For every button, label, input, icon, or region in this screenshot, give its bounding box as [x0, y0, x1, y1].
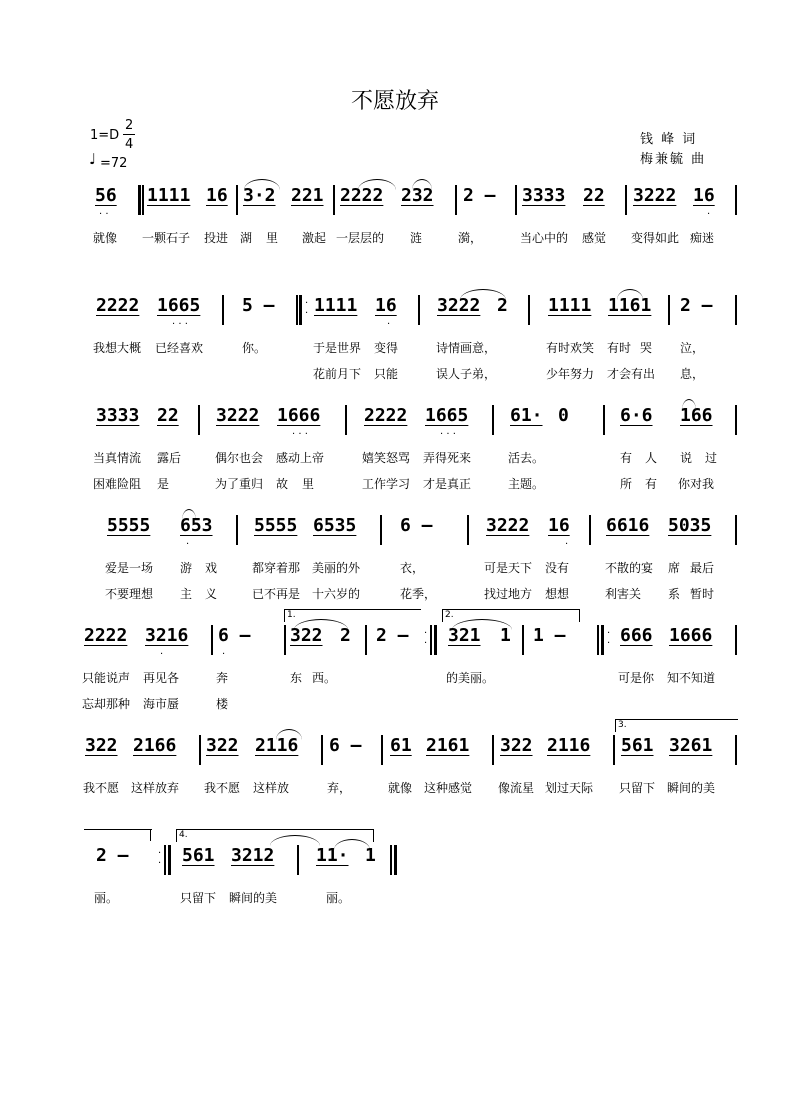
note-group: 232: [401, 185, 434, 206]
barline: [528, 295, 530, 325]
octave-dots: ·: [160, 649, 164, 660]
lyric-verse2: 花季，: [400, 587, 437, 601]
lyric: 席: [668, 561, 681, 575]
note-group: 2222: [340, 185, 384, 206]
note-group: 3·2: [243, 185, 276, 206]
note-group: 3216: [145, 625, 189, 646]
barline: [668, 295, 670, 325]
repeat-dots: · ·: [424, 628, 428, 649]
barline: [380, 515, 382, 545]
note-group: 3261: [669, 735, 713, 756]
lyric: 一层层的: [336, 231, 385, 245]
lyric: 有时欢笑: [546, 341, 595, 355]
lyric: 我想大概: [93, 341, 142, 355]
lyric: 奔: [216, 671, 229, 685]
lyric-verse2: 主题。: [508, 477, 545, 491]
repeat-start-barline: [601, 625, 604, 655]
note-group: 1665: [425, 405, 469, 426]
lyric: 我不愿: [83, 781, 120, 795]
note-group: 2116: [547, 735, 591, 756]
note-group: 3222: [437, 295, 481, 316]
note-group: 1: [365, 845, 376, 866]
note-group: 22: [583, 185, 605, 206]
volta-continuation: [84, 829, 152, 842]
note-group: 1666: [669, 625, 713, 646]
lyric-verse2: 为了重归: [215, 477, 264, 491]
lyric: 活去。: [508, 451, 545, 465]
lyric: 湖: [240, 231, 253, 245]
lyric: 我不愿: [204, 781, 241, 795]
octave-dots: ·: [222, 649, 226, 660]
lyric-verse2: 只能: [374, 367, 399, 381]
barline: [735, 515, 737, 545]
lyric: 你。: [242, 341, 267, 355]
lyric: 弄得死来: [423, 451, 472, 465]
volta-2-label: 2.: [445, 610, 454, 620]
note-group: 5035: [668, 515, 712, 536]
barline: [735, 625, 737, 655]
note-group: 561: [621, 735, 654, 756]
lyric: 感动上帝: [276, 451, 325, 465]
volta-3-label: 3.: [618, 720, 627, 730]
lyric: 感觉: [582, 231, 607, 245]
lyric: 像流星: [498, 781, 535, 795]
key-signature: 1=D: [90, 128, 120, 143]
lyric: 就像: [93, 231, 118, 245]
final-barline: [390, 845, 392, 875]
barline: [597, 625, 599, 655]
lyric: 投进: [204, 231, 229, 245]
note-group: 653: [180, 515, 213, 536]
time-signature-bottom: 4: [125, 137, 134, 152]
lyric: 爱是一场: [105, 561, 154, 575]
repeat-dots: · ·: [158, 848, 162, 869]
note-group: 61: [390, 735, 412, 756]
lyric-verse2: 忘却那种: [82, 697, 131, 711]
note-group: 221: [291, 185, 324, 206]
note-group: 322: [206, 735, 239, 756]
note-group: 3333: [96, 405, 140, 426]
lyric-verse2: 困难险阻: [93, 477, 142, 491]
lyric: 有时: [607, 341, 632, 355]
lyric: 泣，: [680, 341, 705, 355]
barline: [515, 185, 517, 215]
lyric: 偶尔也会: [215, 451, 264, 465]
tempo-note-icon: ♩: [89, 150, 97, 168]
barline: [735, 405, 737, 435]
note-group: 56: [95, 185, 117, 206]
note-group: 5555: [107, 515, 151, 536]
note-group: 61·: [510, 405, 543, 426]
volta-3: [615, 719, 738, 732]
barline: [345, 405, 347, 435]
lyric: 西。: [312, 671, 337, 685]
lyric-verse2: 工作学习: [362, 477, 411, 491]
lyric-verse2: 故: [276, 477, 289, 491]
time-signature-top: 2: [125, 118, 134, 133]
lyric-verse2: 你对我: [678, 477, 715, 491]
repeat-end-barline: [430, 625, 432, 655]
lyric: 的美丽。: [446, 671, 495, 685]
lyric: 只留下: [619, 781, 656, 795]
lyric: 丽。: [94, 891, 119, 905]
note-group: 1 –: [533, 625, 566, 646]
note-group: 322: [500, 735, 533, 756]
score-system-3: [0, 405, 790, 525]
lyric-verse2: 才是真正: [423, 477, 472, 491]
lyric: 过: [705, 451, 718, 465]
octave-dots: ·: [387, 319, 391, 330]
note-group: 3333: [522, 185, 566, 206]
barline: [321, 735, 323, 765]
lyric: 已经喜欢: [155, 341, 204, 355]
note-group: 6 –: [400, 515, 433, 536]
note-group: 11·: [316, 845, 349, 866]
barline: [735, 295, 737, 325]
barline: [236, 515, 238, 545]
lyric: 瞬间的美: [667, 781, 716, 795]
lyric-verse2: 暂时: [690, 587, 715, 601]
lyric: 再见各: [143, 671, 180, 685]
lyric: 只能说声: [82, 671, 131, 685]
barline: [735, 185, 737, 215]
note-group: 2 –: [463, 185, 496, 206]
lyric: 嬉笑怒骂: [362, 451, 411, 465]
barline: [522, 625, 524, 655]
lyric-verse2: 息，: [680, 367, 705, 381]
note-group: 3212: [231, 845, 275, 866]
note-group: 6 –: [329, 735, 362, 756]
note-group: 6·6: [620, 405, 653, 426]
barline: [492, 405, 494, 435]
lyric: 变得如此: [631, 231, 680, 245]
lyric: 都穿着那: [252, 561, 301, 575]
lyric: 衣，: [400, 561, 425, 575]
lyric-verse2: 有: [645, 477, 658, 491]
note-group: 561: [182, 845, 215, 866]
lyric: 当真情流: [93, 451, 142, 465]
note-group: 3222: [216, 405, 260, 426]
lyric: 最后: [690, 561, 715, 575]
repeat-end-barline: [434, 625, 437, 655]
note-group: 6616: [606, 515, 650, 536]
note-group: 6535: [313, 515, 357, 536]
barline: [198, 405, 200, 435]
lyric-verse2: 少年努力: [546, 367, 595, 381]
octave-dots: · ·: [99, 209, 109, 220]
note-group: 2166: [133, 735, 177, 756]
lyric: 划过天际: [545, 781, 594, 795]
note-group: 16: [375, 295, 397, 316]
volta-2: [442, 609, 580, 622]
barline: [735, 735, 737, 765]
lyric-verse2: 里: [302, 477, 315, 491]
volta-end-mark: [150, 829, 151, 841]
lyric-verse2: 系: [668, 587, 681, 601]
repeat-end-barline: [168, 845, 171, 875]
note-group: 1111: [314, 295, 358, 316]
lyric: 涟: [410, 231, 423, 245]
volta-1-label: 1.: [287, 610, 296, 620]
lyric-verse2: 找过地方: [484, 587, 533, 601]
lyric-verse2: 主: [180, 587, 193, 601]
barline: [613, 735, 615, 765]
octave-dots: ·: [565, 539, 569, 550]
final-barline: [394, 845, 397, 875]
lyric: 漪，: [458, 231, 483, 245]
lyric-verse2: 利害关: [605, 587, 642, 601]
note-group: 2222: [364, 405, 408, 426]
repeat-start-barline: [299, 295, 302, 325]
note-group: 2222: [96, 295, 140, 316]
time-signature-line: [123, 134, 135, 135]
barline: [236, 185, 238, 215]
note-group: 1666: [277, 405, 321, 426]
note-group: 1111: [548, 295, 592, 316]
lyric: 变得: [374, 341, 399, 355]
barline: [492, 735, 494, 765]
note-group: 2161: [426, 735, 470, 756]
note-group: 5555: [254, 515, 298, 536]
lyric-verse2: 是: [157, 477, 170, 491]
note-group: 2 –: [376, 625, 409, 646]
note-group: 16: [693, 185, 715, 206]
repeat-dots: · ·: [607, 628, 611, 649]
lyric: 里: [266, 231, 279, 245]
note-group: 321: [448, 625, 481, 646]
note-group: 16: [206, 185, 228, 206]
lyric: 诗情画意，: [436, 341, 497, 355]
barline: [296, 295, 298, 325]
note-group: 2 –: [96, 845, 129, 866]
lyric-verse2: 已不再是: [252, 587, 301, 601]
lyric: 当心中的: [520, 231, 569, 245]
lyric: 东: [290, 671, 303, 685]
lyric-verse2: 想想: [545, 587, 570, 601]
lyric: 人: [645, 451, 658, 465]
lyric: 美丽的外: [312, 561, 361, 575]
note-group: 2: [497, 295, 508, 316]
lyric: 就像: [388, 781, 413, 795]
lyric: 戏: [205, 561, 218, 575]
lyric: 这样放: [253, 781, 290, 795]
lyric: 只留下: [180, 891, 217, 905]
note-group: 3222: [633, 185, 677, 206]
lyric: 有: [620, 451, 633, 465]
lyric-verse2: 所: [620, 477, 633, 491]
note-group: 6 –: [218, 625, 251, 646]
lyric-verse2: 不要理想: [105, 587, 154, 601]
lyric-verse2: 楼: [216, 697, 229, 711]
octave-dots: · · ·: [440, 429, 456, 440]
barline: [381, 735, 383, 765]
lyric: 哭: [640, 341, 653, 355]
lyric-verse2: 义: [205, 587, 218, 601]
lyric-verse2: 海市蜃: [143, 697, 180, 711]
note-group: 0: [558, 405, 569, 426]
note-group: 2: [340, 625, 351, 646]
lyric: 瞬间的美: [229, 891, 278, 905]
lyric: 没有: [545, 561, 570, 575]
lyric: 弃，: [327, 781, 352, 795]
barline: [603, 405, 605, 435]
barline: [467, 515, 469, 545]
barline: [138, 185, 141, 215]
note-group: 16: [548, 515, 570, 536]
note-group: 1665: [157, 295, 201, 316]
composer-credit: 梅兼毓 曲: [640, 152, 707, 167]
lyric: 一颗石子: [142, 231, 191, 245]
lyric: 激起: [302, 231, 327, 245]
barline: [211, 625, 213, 655]
lyric: 于是世界: [313, 341, 362, 355]
lyric: 丽。: [326, 891, 351, 905]
lyric: 露后: [157, 451, 182, 465]
lyric: 不散的宴: [605, 561, 654, 575]
barline: [625, 185, 627, 215]
barline: [418, 295, 420, 325]
note-group: 3222: [486, 515, 530, 536]
octave-dots: ·: [186, 539, 190, 550]
note-group: 22: [157, 405, 179, 426]
lyricist-credit: 钱 峰 词: [640, 132, 698, 147]
octave-dots: · · ·: [172, 319, 188, 330]
barline: [297, 845, 299, 875]
barline: [199, 735, 201, 765]
repeat-dots: · ·: [305, 298, 309, 319]
lyric: 可是天下: [484, 561, 533, 575]
lyric: 痴迷: [690, 231, 715, 245]
lyric: 可是你: [618, 671, 655, 685]
note-group: 166: [680, 405, 713, 426]
barline: [365, 625, 367, 655]
lyric-verse2: 误人子弟，: [436, 367, 497, 381]
barline: [284, 625, 286, 655]
score-system-2: [0, 295, 790, 415]
note-group: 1161: [608, 295, 652, 316]
note-group: 322: [290, 625, 323, 646]
note-group: 666: [620, 625, 653, 646]
barline: [333, 185, 335, 215]
volta-4-label: 4.: [179, 830, 188, 840]
note-group: 322: [85, 735, 118, 756]
lyric: 这样放弃: [131, 781, 180, 795]
note-group: 2116: [255, 735, 299, 756]
lyric-verse2: 才会有出: [607, 367, 656, 381]
repeat-end-barline: [164, 845, 166, 875]
lyric-verse2: 十六岁的: [312, 587, 361, 601]
barline: [222, 295, 224, 325]
note-group: 1: [500, 625, 511, 646]
note-group: 2222: [84, 625, 128, 646]
barline: [455, 185, 457, 215]
lyric: 游: [180, 561, 193, 575]
score-system-7: [0, 830, 790, 965]
note-group: 1111: [147, 185, 191, 206]
lyric: 知不知道: [667, 671, 716, 685]
octave-dots: ·: [707, 209, 711, 220]
barline: [589, 515, 591, 545]
score-system-1: [0, 185, 790, 305]
lyric-verse2: 花前月下: [313, 367, 362, 381]
note-group: 5 –: [242, 295, 275, 316]
lyric: 这种感觉: [424, 781, 473, 795]
song-title: 不愿放弃: [350, 89, 439, 114]
barline: [142, 185, 144, 215]
octave-dots: · · ·: [292, 429, 308, 440]
tempo-marking: =72: [100, 156, 128, 171]
note-group: 2 –: [680, 295, 713, 316]
lyric: 说: [680, 451, 693, 465]
